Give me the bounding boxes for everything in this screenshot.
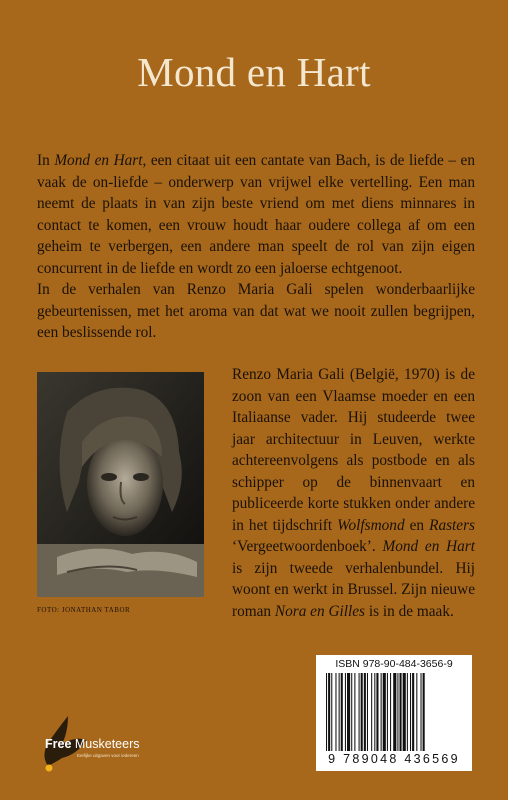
isbn-barcode <box>316 655 472 771</box>
blurb-title-italic: Mond en Hart <box>54 152 143 169</box>
barcode-bar <box>410 673 411 751</box>
bio-italic: Mond en Hart <box>382 538 475 555</box>
barcode-bar <box>387 673 388 751</box>
bio-text: en <box>404 516 430 534</box>
publisher-name <box>45 737 140 751</box>
barcode-bar <box>390 673 391 751</box>
barcode-bar <box>371 673 372 751</box>
author-bio <box>232 364 475 622</box>
bio-italic: Rasters <box>429 516 475 534</box>
barcode-bar <box>339 673 340 751</box>
barcode-bar <box>367 673 368 751</box>
barcode-bar <box>397 673 398 751</box>
barcode-bar <box>416 673 417 751</box>
blurb-paragraph-2: In de verhalen van Renzo Maria Gali spelen wonderbaarlijke gebeurtenissen, met het aroma van dat wat we nooit zullen begrijpen, een beslissende rol. <box>37 281 475 341</box>
barcode-bar <box>354 673 355 751</box>
barcode-bar <box>403 673 406 751</box>
isbn-digits: 9 789048 436569 <box>328 752 460 766</box>
barcode-bar <box>381 673 382 751</box>
bio-italic: Nora en Gilles <box>274 602 365 620</box>
publisher-tagline: Eerlijke uitgaven voor iedereen <box>77 753 139 758</box>
bio-text: is zijn tweede verhalenbundel. Hij woont en werkt in Brussel. Zijn nieuwe roman <box>232 559 475 620</box>
blurb-paragraph-1 <box>37 150 475 279</box>
bio-text: Renzo Maria Gali (België, 1970) is de zoon van een Vlaamse moeder en een Italiaanse vader. Hij studeerde twee jaar architectuur in Leuven, werkte achtereenvolgens als postbode en als schipper op de binnenvaart en publiceerde korte stukken onder andere in het tijdschrift <box>232 366 475 534</box>
barcode-bar <box>374 673 375 751</box>
bio-italic: Wolfsmond <box>337 516 405 534</box>
barcode-bar <box>400 673 402 751</box>
bio-text: ‘Vergeetwoordenboek’. <box>232 538 383 555</box>
barcode-bar <box>326 673 327 751</box>
publisher-name-musketeers: Musketeers <box>74 737 140 751</box>
barcode-bar <box>412 673 414 751</box>
publisher-name-free: Free <box>45 737 72 751</box>
author-photo <box>37 372 204 597</box>
blurb-text: , een citaat uit een cantate van Bach, is de liefde – en vaak de on-liefde – onderwerp van vrijwel elke vertelling. Een man neemt de plaats in van zijn beste vriend om met diens minnares in contact te komen, een vrouw houdt haar oudere collega af om een geheim te verbergen, een andere man speelt de rol van zijn eigen concurrent in de liefde en wordt zo een jaloerse echtgenoot. <box>37 152 475 277</box>
barcode-bar <box>359 673 360 751</box>
photo-credit: FOTO: JONATHAN TABOR <box>37 606 131 614</box>
barcode-bars <box>324 673 464 751</box>
blurb-text: In <box>37 152 55 169</box>
bio-text: is in de maak. <box>365 602 454 620</box>
barcode-bar <box>383 673 386 751</box>
blurb <box>37 150 475 344</box>
barcode-bar <box>347 673 350 751</box>
barcode-bar <box>345 673 346 751</box>
barcode-bar <box>421 673 422 751</box>
barcode-bar <box>331 673 332 751</box>
barcode-bar <box>341 673 343 751</box>
book-title: Mond en Hart <box>137 49 371 95</box>
barcode-bar <box>335 673 336 751</box>
barcode-bar <box>328 673 330 751</box>
publisher-logo <box>38 714 188 774</box>
isbn-label: ISBN 978-90-484-3656-9 <box>335 658 453 670</box>
barcode-bar <box>376 673 378 751</box>
barcode-bar <box>407 673 408 751</box>
barcode-bar <box>361 673 363 751</box>
barcode-bar <box>364 673 366 751</box>
barcode-bar <box>393 673 396 751</box>
barcode-bar <box>423 673 425 751</box>
barcode-bar <box>351 673 352 751</box>
